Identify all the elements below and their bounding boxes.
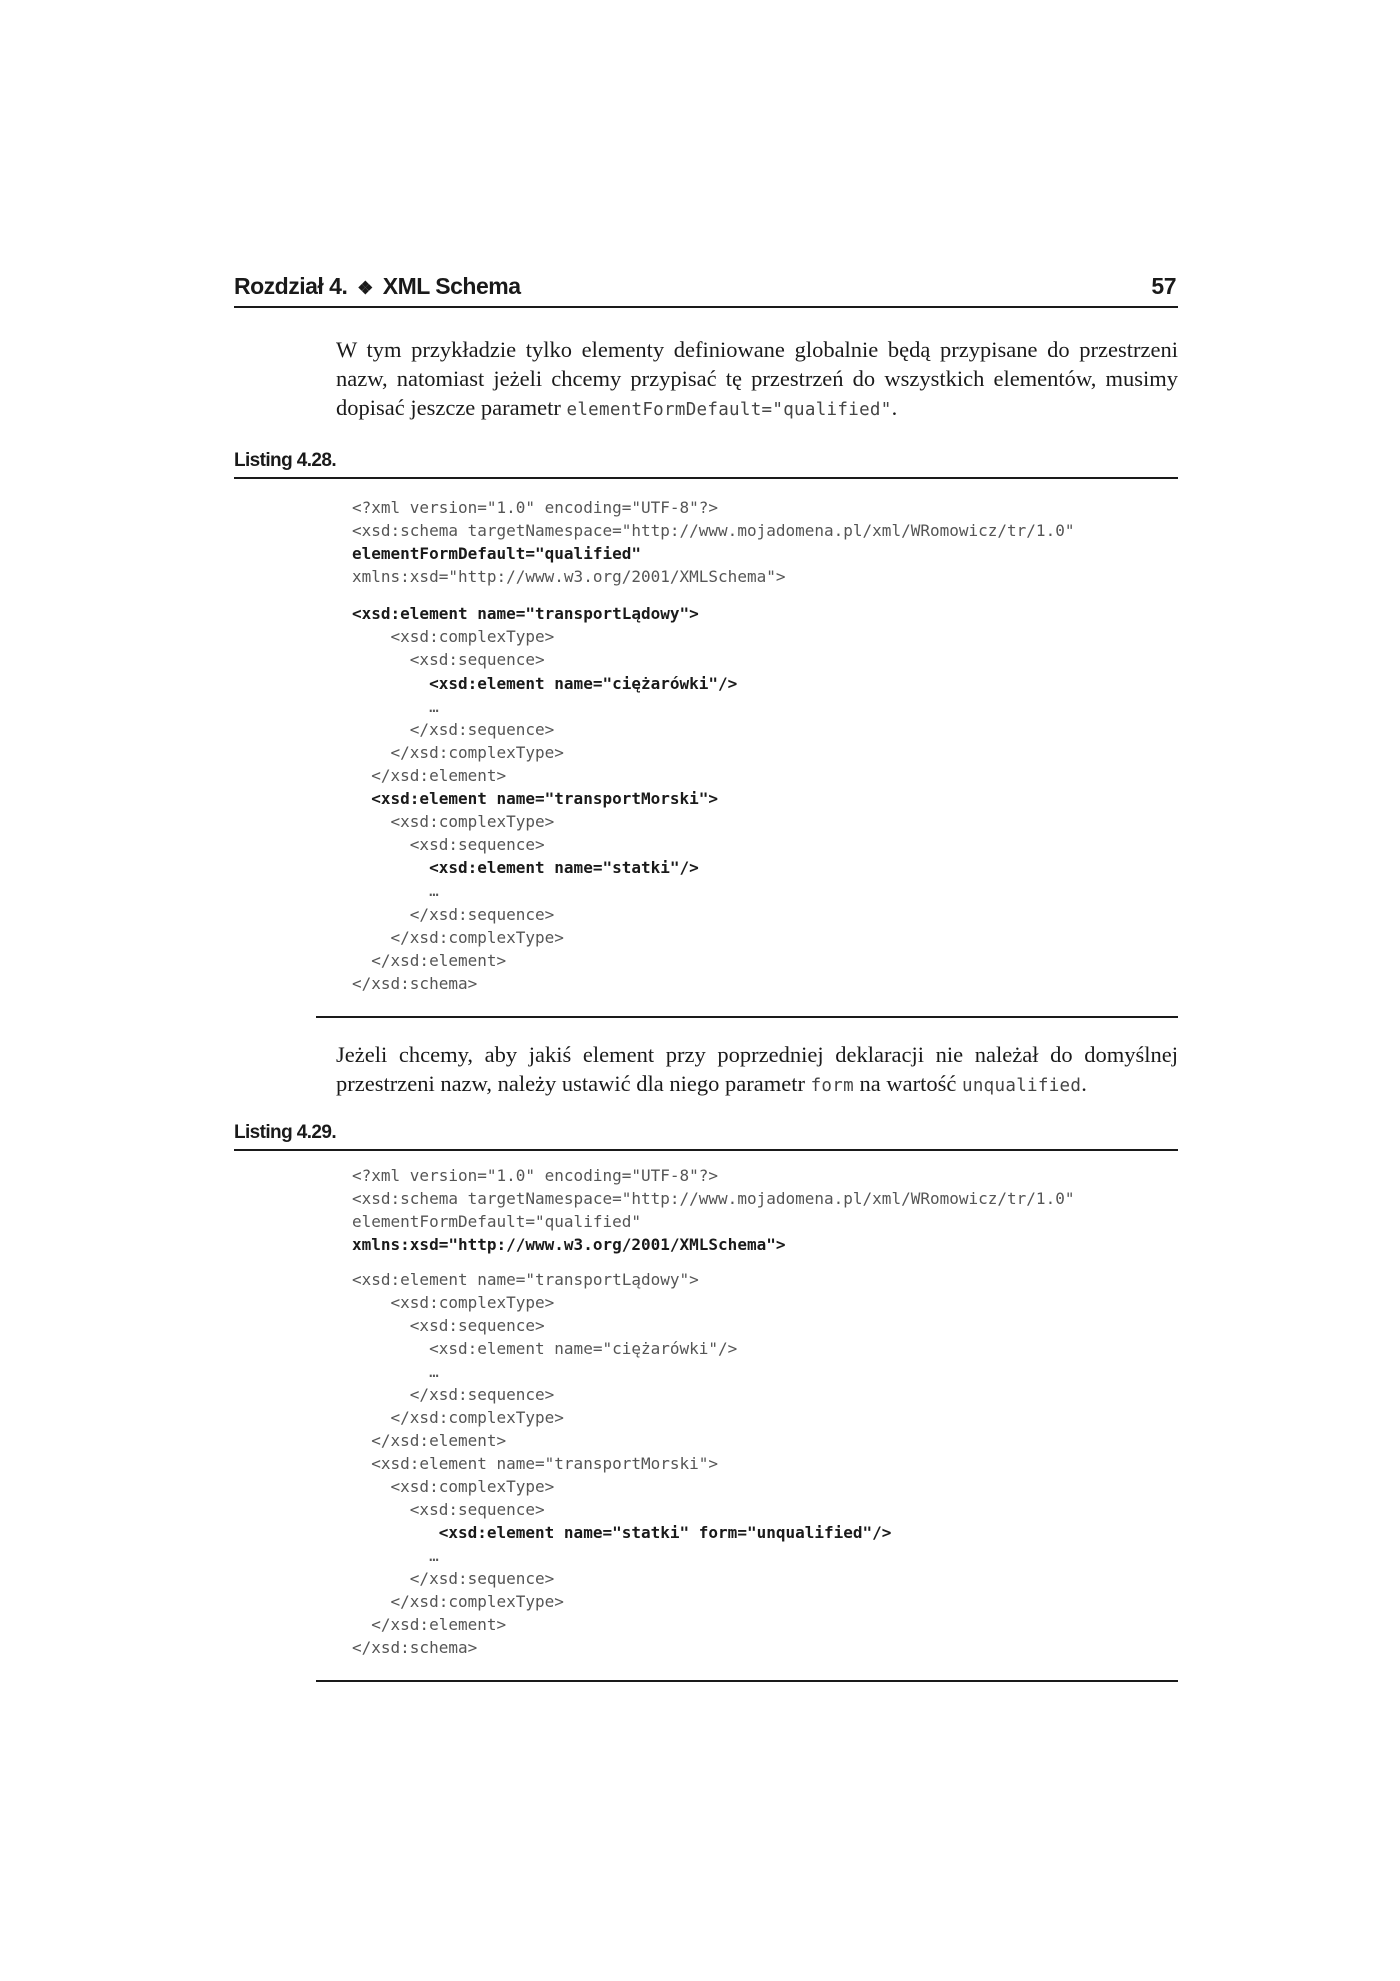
code-line: <xsd:sequence> [352,1316,545,1335]
chapter-name: XML Schema [376,273,521,299]
code-line: <xsd:complexType> [352,812,555,832]
listing-label-4-29 [234,1122,1178,1151]
code-line: <xsd:complexType> [352,1293,555,1312]
code-line: … [352,1546,439,1565]
listing-label-text: Listing 4.29. [234,1122,337,1143]
code-line: </xsd:complexType> [352,1592,564,1611]
inline-code-form: form [810,1076,854,1096]
code-line: <xsd:sequence> [352,1500,545,1519]
code-line: elementFormDefault="qualified" [352,544,641,564]
code-line: … [352,1362,439,1381]
code-line: <xsd:sequence> [352,650,545,670]
code-line: <xsd:schema targetNamespace="http://www.mojadomena.pl/xml/WRomowicz/tr/1.0" [352,521,1075,541]
code-line: </xsd:element> [352,1615,507,1634]
code-line: </xsd:complexType> [352,927,564,947]
listing-end-rule [316,1016,1178,1018]
chapter-number: Rozdział 4. [234,273,354,299]
code-line: <xsd:element name="transportLądowy"> [352,604,699,624]
inline-code-elementformdefault: elementFormDefault="qualified" [566,400,892,420]
paragraph-form-tail: . [1081,1071,1087,1096]
code-line: <xsd:schema targetNamespace="http://www.mojadomena.pl/xml/WRomowicz/tr/1.0" [352,1189,1075,1208]
code-line: </xsd:element> [352,765,507,785]
paragraph-form-attribute [336,1040,1178,1101]
listing-label-4-28 [234,450,1178,479]
code-line: <xsd:element name="ciężarówki"/> [352,1339,738,1358]
paragraph-intro-tail: . [891,395,898,420]
diamond-ornament-icon: ❖ [357,278,373,298]
code-line: <xsd:element name="transportMorski"> [352,1454,719,1473]
code-line: </xsd:element> [352,950,507,970]
listing-label-text: Listing 4.28. [234,450,337,471]
paragraph-intro-text: W tym przykładzie tylko elementy definiowane globalnie będą przypisane do przestrzeni nazw, natomiast jeżeli chcemy przypisać tę przestrzeń do wszystkich elementów, musimy dopisać jeszcze parametr [336,337,1178,420]
code-line: … [352,696,439,716]
code-line: </xsd:element> [352,1431,507,1450]
paragraph-form-text-middle: na wartość [853,1071,963,1096]
code-line: <xsd:complexType> [352,627,555,647]
paragraph-form-text: Jeżeli chcemy, aby jakiś element przy poprzedniej deklaracji nie należał do domyślnej przestrzeni nazw, należy ustawić dla niego parametr [336,1042,1178,1096]
code-line: <?xml version="1.0" encoding="UTF-8"?> [352,498,719,517]
code-line: xmlns:xsd="http://www.w3.org/2001/XMLSchema"> [352,567,786,587]
code-line: </xsd:sequence> [352,719,555,739]
code-line: </xsd:complexType> [352,742,564,762]
code-line: </xsd:sequence> [352,1385,555,1404]
chapter-title [234,273,521,300]
page-number: 57 [1151,273,1176,299]
code-line: … [352,881,439,901]
code-line: </xsd:complexType> [352,1408,564,1427]
code-line: </xsd:sequence> [352,904,555,924]
code-line: <?xml version="1.0" encoding="UTF-8"?> [352,1166,719,1185]
code-line: <xsd:complexType> [352,1477,555,1496]
paragraph-intro [336,335,1178,425]
code-line: </xsd:schema> [352,973,478,993]
code-line: </xsd:schema> [352,1638,478,1657]
code-line: <xsd:element name="transportMorski"> [352,789,719,809]
code-line: elementFormDefault="qualified" [352,1212,641,1231]
code-line: <xsd:element name="ciężarówki"/> [352,673,738,693]
code-line: <xsd:element name="statki"/> [352,858,699,878]
code-line: <xsd:sequence> [352,835,545,855]
code-line: <xsd:element name="statki" form="unqualified"/> [352,1523,892,1542]
code-line: xmlns:xsd="http://www.w3.org/2001/XMLSchema"> [352,1235,786,1254]
code-line: </xsd:sequence> [352,1569,555,1588]
running-head [234,270,1178,308]
listing-end-rule [316,1680,1178,1682]
inline-code-unqualified: unqualified [962,1076,1082,1096]
code-line: <xsd:element name="transportLądowy"> [352,1270,699,1289]
